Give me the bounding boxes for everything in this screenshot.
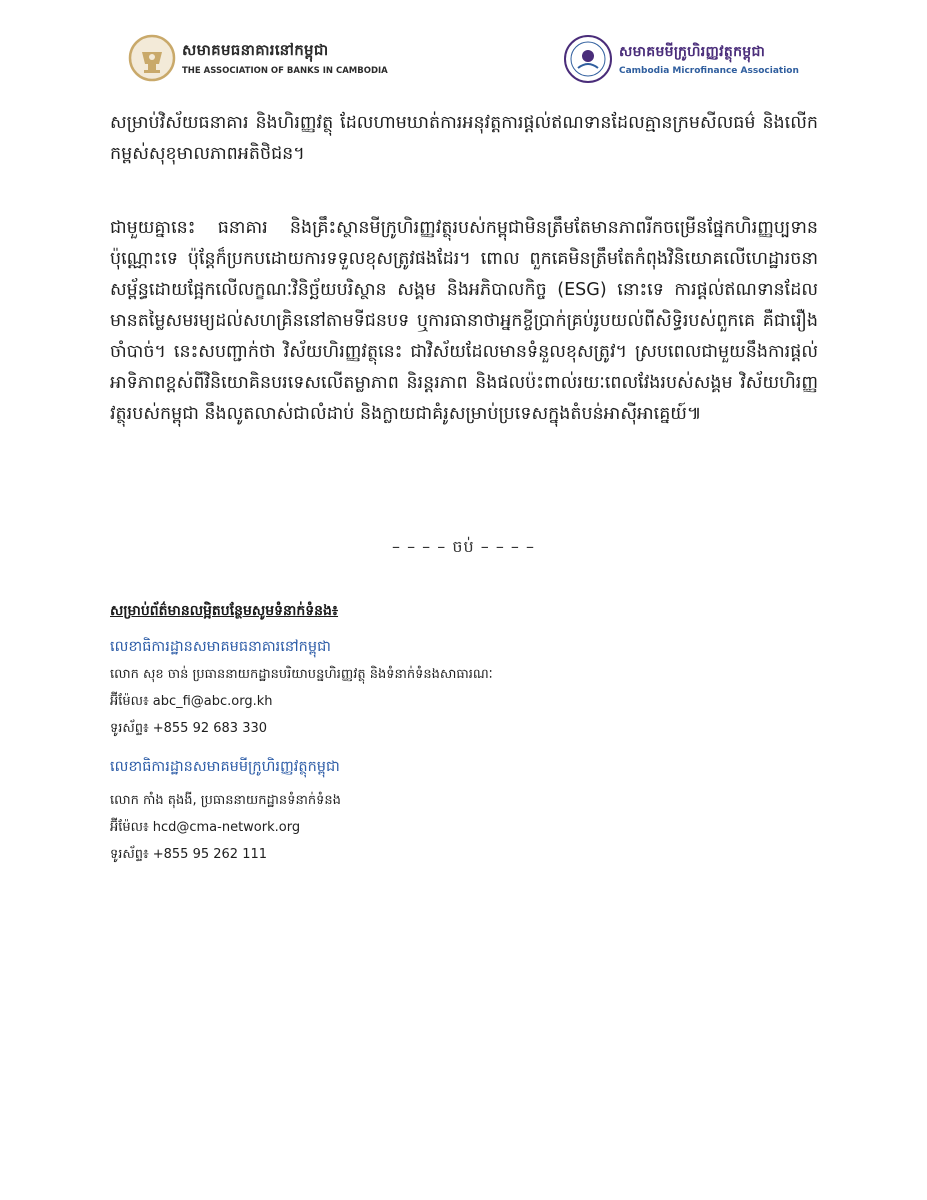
cma-contact-phone (110, 846, 810, 865)
abc-logo (128, 34, 388, 82)
cma-contact-email (110, 819, 810, 838)
end-marker: – – – – ចប់ – – – – (392, 537, 535, 556)
abc-name-en: THE ASSOCIATION OF BANKS IN CAMBODIA (182, 65, 388, 76)
phone-value: +855 95 262 111 (152, 847, 268, 862)
abc-contact-email (110, 693, 810, 712)
abc-secretariat-name: លេខាធិការដ្ឋានសមាគមធនាគារនៅកម្ពុជា (110, 639, 331, 655)
phone-label: ទូរស័ព្ទ៖ (110, 721, 149, 736)
cma-emblem-icon (563, 34, 613, 84)
contact-section-title: សម្រាប់ព័ត៌មានលម្អិតបន្ថែមសូមទំនាក់ទំនង៖ (110, 603, 339, 619)
abc-contact-phone (110, 720, 810, 739)
cma-name-kh: សមាគមមីក្រូហិរញ្ញវត្ថុកម្ពុជា (619, 44, 766, 60)
phone-value: +855 92 683 330 (152, 721, 268, 736)
abc-emblem-icon (128, 34, 176, 82)
email-label: អ៊ីម៉ែល៖ (110, 820, 149, 835)
abc-contact-person: លោក សុខ ចាន់ ប្រធាននាយកដ្ឋានបរិយាបន្នហិរញ្ញវត្ថុ និងទំនាក់ទំនងសាធារណៈ (110, 667, 493, 682)
cma-logo (563, 34, 799, 84)
abc-name-kh: សមាគមធនាគារនៅកម្ពុជា (182, 40, 329, 59)
body-paragraph-1: សម្រាប់វិស័យធនាគារ និងហិរញ្ញវត្ថុ ដែលហាមឃាត់ការអនុវត្តការផ្តល់ឥណទានដែលគ្មានក្រមសីលធម៌ និងលើកកម្ពស់សុខុមាលភាពអតិថិជន។ (110, 113, 818, 164)
email-label: អ៊ីម៉ែល៖ (110, 694, 149, 709)
cma-name-en: Cambodia Microfinance Association (619, 66, 799, 76)
phone-label: ទូរស័ព្ទ៖ (110, 847, 149, 862)
letterhead (0, 30, 927, 92)
email-value[interactable]: abc_fi@abc.org.kh (152, 694, 273, 709)
body-paragraph-2: ជាមួយគ្នានេះ ធនាគារ និងគ្រឹះស្ថានមីក្រូហិរញ្ញវត្ថុរបស់កម្ពុជាមិនត្រឹមតែមានភាពរីកចម្រើនផ្នែកហិរញ្ញប្បទានប៉ុណ្ណោះទេ ប៉ុន្តែក៏ប្រកបដោយការទទួលខុសត្រូវផងដែរ។ ពោល ពួកគេមិនត្រឹមតែកំពុងវិនិយោគលើហេដ្ឋារចនាសម្ព័ន្ធដោយផ្អែកលើលក្ខណៈវិនិច្ឆ័យបរិស្ថាន សង្គម និងអភិបាលកិច្ច (ESG) នោះទេ ការផ្តល់ឥណទានដែលមានតម្លៃសមរម្យដល់សហគ្រិននៅតាមទីជនបទ ឬការធានាថាអ្នកខ្ចីប្រាក់គ្រប់រូបយល់ពីសិទ្ធិរបស់ពួកគេ គឺជារឿងចាំបាច់។ នេះសបញ្ជាក់ថា វិស័យហិរញ្ញវត្ថុនេះ ជាវិស័យដែលមានទំនួលខុសត្រូវ។ ស្របពេលជាមួយនឹងការផ្តល់អាទិភាពខ្ពស់ពីវិនិយោគិនបរទេសលើតម្លាភាព និរន្តរភាព និងផលប៉ះពាល់រយៈពេលវែងរបស់សង្គម វិស័យហិរញ្ញវត្ថុរបស់កម្ពុជា នឹងលូតលាស់ជាលំដាប់ និងក្លាយជាគំរូសម្រាប់ប្រទេសក្នុងតំបន់អាស៊ីអាគ្នេយ៍៕ (110, 218, 818, 424)
cma-contact-person: លោក កាំង តុងងី, ប្រធាននាយកដ្ឋានទំនាក់ទំនង (110, 793, 341, 808)
cma-secretariat-name: លេខាធិការដ្ឋានសមាគមមីក្រូហិរញ្ញវត្ថុកម្ពុជា (110, 759, 340, 775)
email-value[interactable]: hcd@cma-network.org (152, 820, 301, 835)
